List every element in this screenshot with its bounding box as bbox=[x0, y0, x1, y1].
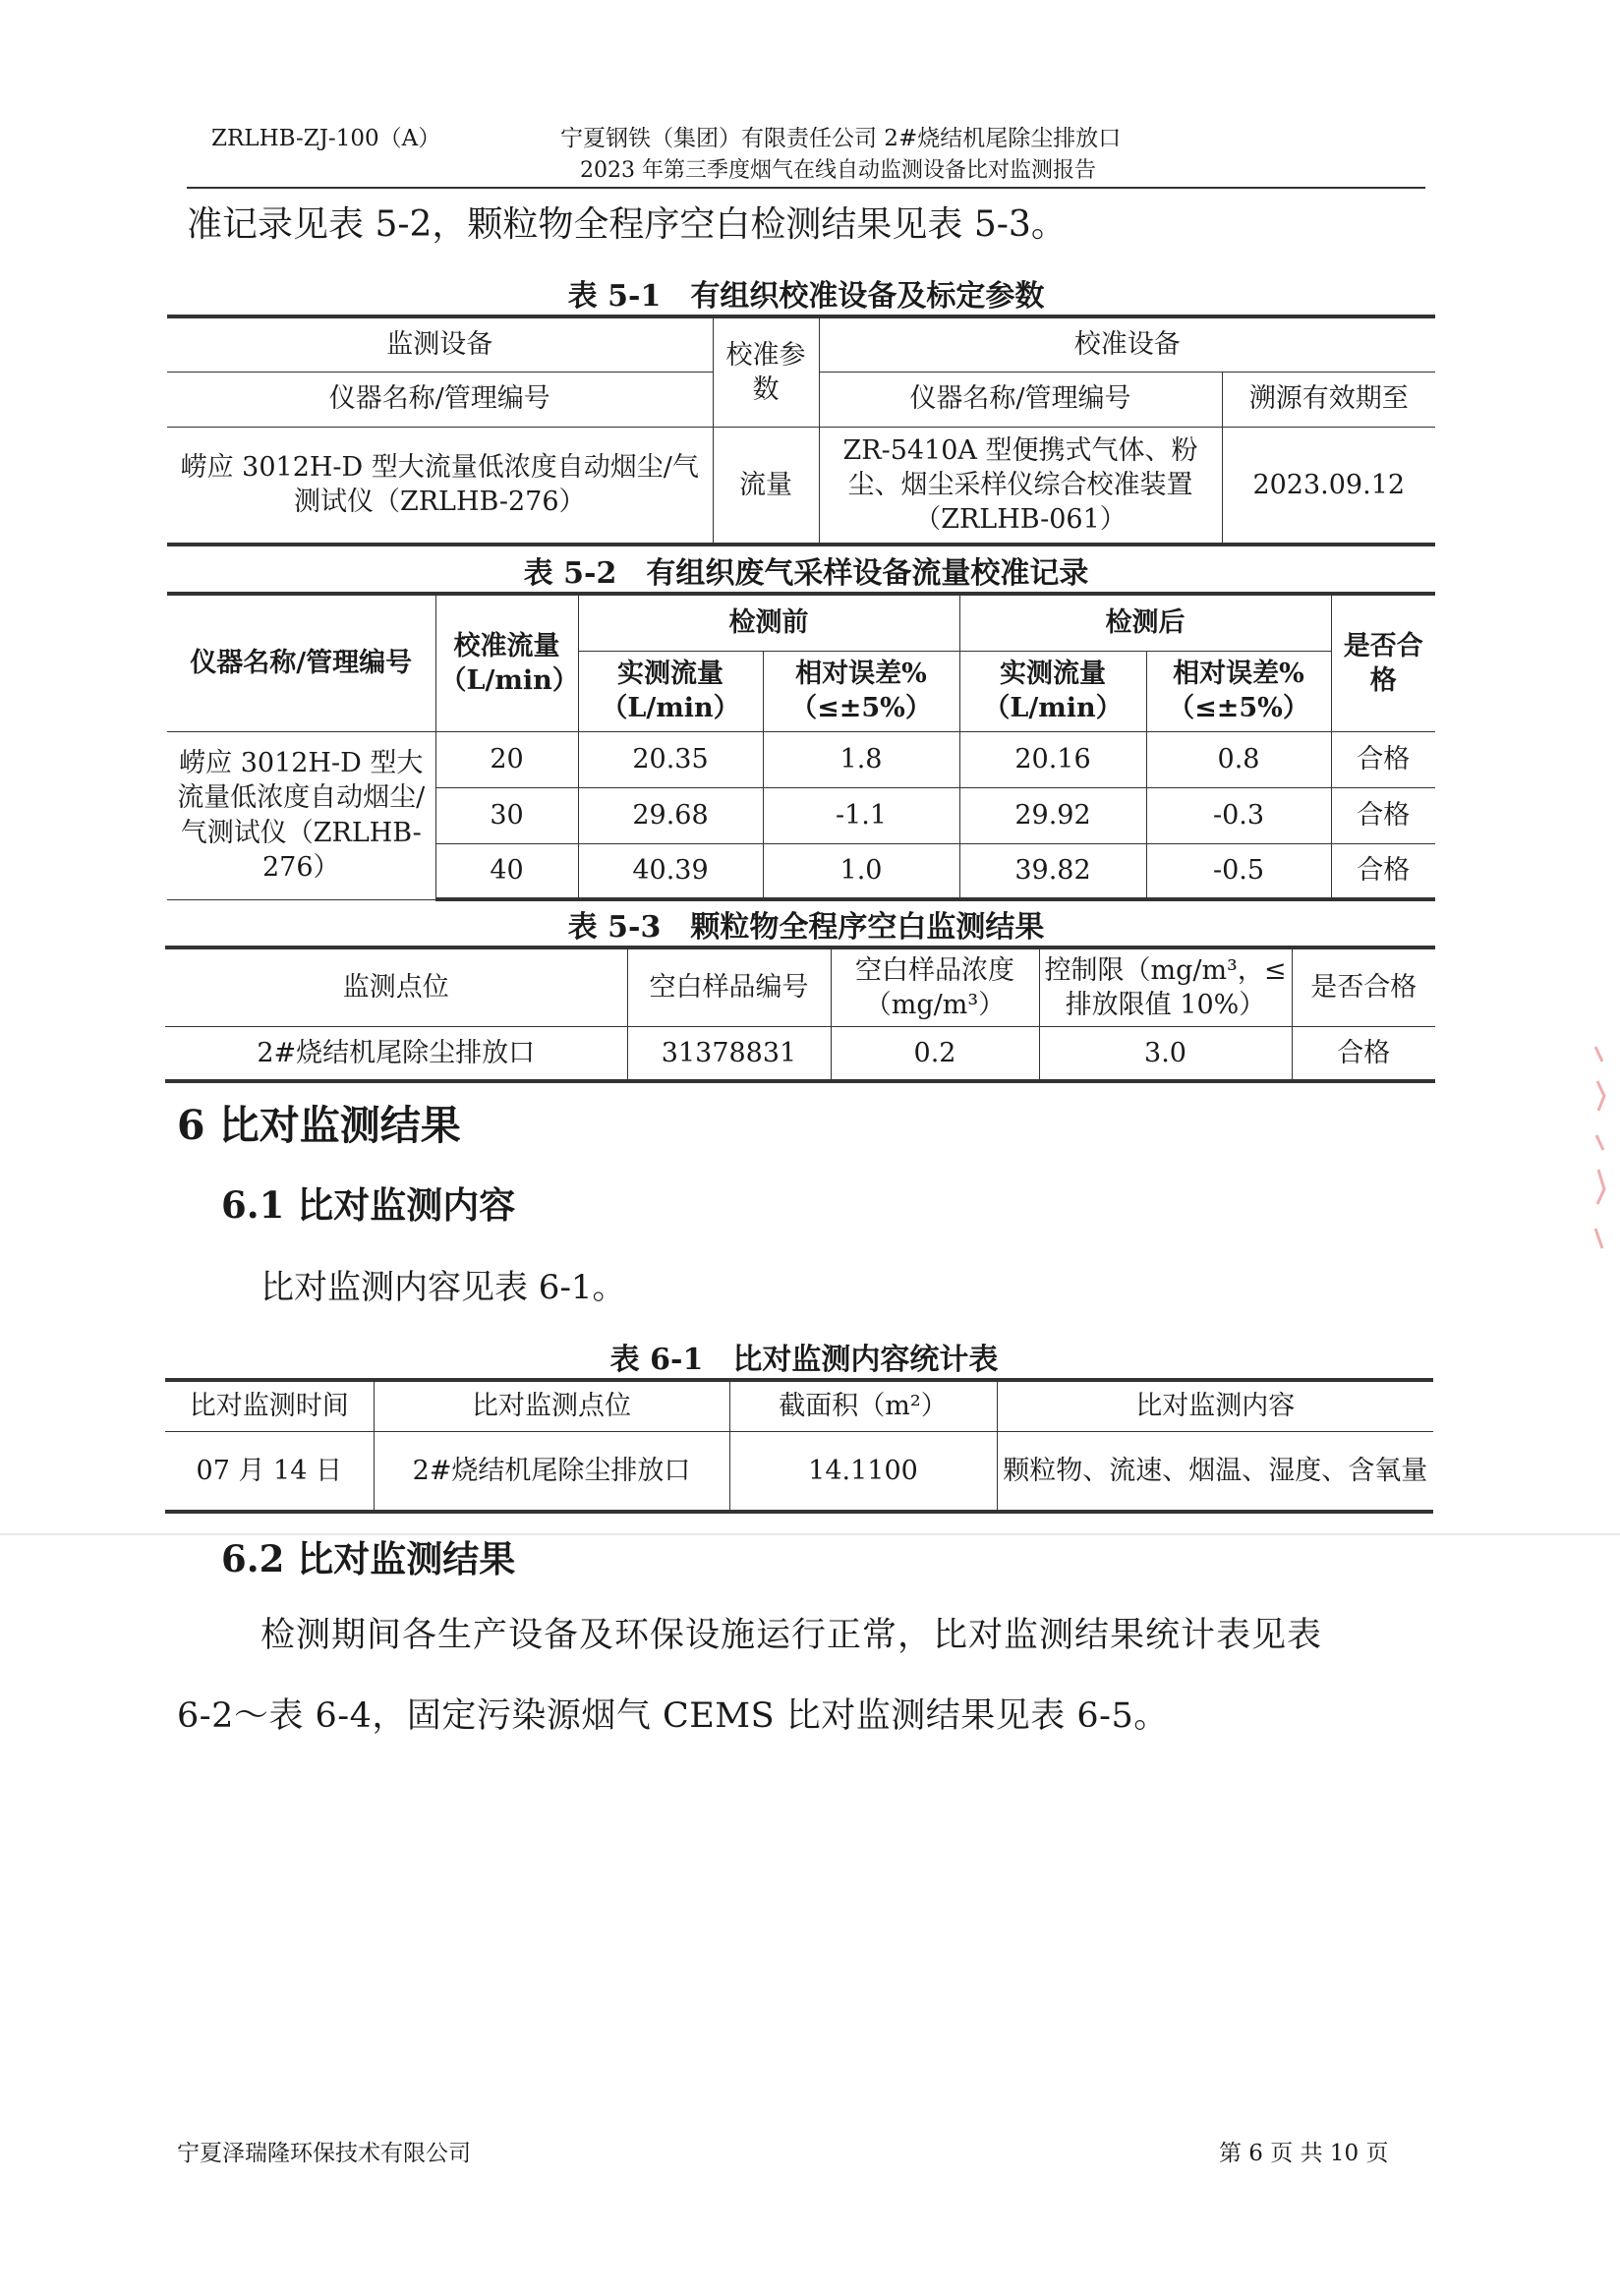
header-title-line1: 宁夏钢铁（集团）有限责任公司 2#烧结机尾除尘排放口 bbox=[560, 126, 1122, 151]
table-cell: -0.3 bbox=[1146, 787, 1331, 843]
t61-h-area: 截面积（m²） bbox=[729, 1380, 997, 1431]
section-6-2-text-line2: 6-2～表 6-4，固定污染源烟气 CEMS 比对监测结果见表 6-5。 bbox=[177, 1696, 1169, 1736]
table-cell: 合格 bbox=[1331, 787, 1435, 843]
t52-h-measured-flow: 实测流量（L/min） bbox=[578, 651, 763, 731]
t53-point: 2#烧结机尾除尘排放口 bbox=[165, 1026, 627, 1081]
section-6-title: 6 比对监测结果 bbox=[177, 1102, 461, 1149]
table-cell: 0.8 bbox=[1146, 731, 1331, 787]
t52-instrument: 崂应 3012H-D 型大流量低浓度自动烟尘/气测试仪（ZRLHB-276） bbox=[167, 731, 435, 899]
table-cell: 29.68 bbox=[578, 787, 763, 843]
footer-page-number: 第 6 页 共 10 页 bbox=[1219, 2141, 1389, 2166]
table-cell: 20 bbox=[435, 731, 578, 787]
t51-h-valid-until: 溯源有效期至 bbox=[1222, 372, 1435, 427]
table-cell: -1.1 bbox=[763, 787, 959, 843]
doc-code: ZRLHB-ZJ-100（A） bbox=[211, 126, 441, 151]
t52-h-rel-error: 相对误差%（≤±5%） bbox=[763, 651, 959, 731]
t52-h-before: 检测前 bbox=[578, 594, 959, 651]
t53-h-sample-no: 空白样品编号 bbox=[627, 947, 831, 1026]
t51-param: 流量 bbox=[713, 427, 819, 545]
t52-h-after: 检测后 bbox=[959, 594, 1331, 651]
t61-h-point: 比对监测点位 bbox=[374, 1380, 729, 1431]
t53-pass: 合格 bbox=[1292, 1026, 1435, 1081]
table-5-1-caption: 表 5-1 有组织校准设备及标定参数 bbox=[567, 279, 1045, 314]
t53-h-point: 监测点位 bbox=[165, 947, 627, 1026]
t52-h-rel-error-after: 相对误差%（≤±5%） bbox=[1146, 651, 1331, 731]
table-5-2 bbox=[167, 592, 1435, 901]
t53-sample-no: 31378831 bbox=[627, 1026, 831, 1081]
table-cell: 1.8 bbox=[763, 731, 959, 787]
t51-h-monitor-device: 监测设备 bbox=[167, 316, 713, 372]
t51-valid-until: 2023.09.12 bbox=[1222, 427, 1435, 545]
t53-conc: 0.2 bbox=[831, 1026, 1039, 1081]
table-cell: 20.35 bbox=[578, 731, 763, 787]
t53-h-pass: 是否合格 bbox=[1292, 947, 1435, 1026]
t52-h-instrument: 仪器名称/管理编号 bbox=[167, 594, 435, 731]
table-cell: 合格 bbox=[1331, 843, 1435, 899]
table-6-1-caption: 表 6-1 比对监测内容统计表 bbox=[609, 1343, 999, 1377]
table-cell: 20.16 bbox=[959, 731, 1146, 787]
t51-h-calib-device: 校准设备 bbox=[819, 316, 1435, 372]
table-cell: 40 bbox=[435, 843, 578, 899]
header-rule bbox=[187, 187, 1425, 189]
t61-content: 颗粒物、流速、烟温、湿度、含氧量 bbox=[997, 1431, 1433, 1512]
table-cell: 40.39 bbox=[578, 843, 763, 899]
t61-h-content: 比对监测内容 bbox=[997, 1380, 1433, 1431]
t61-h-time: 比对监测时间 bbox=[165, 1380, 374, 1431]
table-cell: 29.92 bbox=[959, 787, 1146, 843]
t53-h-limit: 控制限（mg/m³，≤排放限值 10%） bbox=[1039, 947, 1292, 1026]
section-6-1-text: 比对监测内容见表 6-1。 bbox=[260, 1268, 626, 1307]
t51-h-instrument-name: 仪器名称/管理编号 bbox=[167, 372, 713, 427]
table-5-3 bbox=[165, 946, 1435, 1083]
table-5-1 bbox=[167, 315, 1435, 546]
table-cell: 30 bbox=[435, 787, 578, 843]
t51-device: 崂应 3012H-D 型大流量低浓度自动烟尘/气测试仪（ZRLHB-276） bbox=[167, 427, 713, 545]
section-6-2-text-line1: 检测期间各生产设备及环保设施运行正常，比对监测结果统计表见表 bbox=[260, 1616, 1323, 1655]
seal-edge-mark bbox=[1592, 1042, 1606, 1258]
table-cell: 39.82 bbox=[959, 843, 1146, 899]
t53-limit: 3.0 bbox=[1039, 1026, 1292, 1081]
header-title-line2: 2023 年第三季度烟气在线自动监测设备比对监测报告 bbox=[580, 158, 1096, 183]
t52-h-calib-flow: 校准流量（L/min） bbox=[435, 594, 578, 731]
table-cell: 1.0 bbox=[763, 843, 959, 899]
table-cell: -0.5 bbox=[1146, 843, 1331, 899]
t61-area: 14.1100 bbox=[729, 1431, 997, 1512]
table-5-3-caption: 表 5-3 颗粒物全程序空白监测结果 bbox=[567, 910, 1045, 945]
t61-time: 07 月 14 日 bbox=[165, 1431, 374, 1512]
t52-h-measured-flow-after: 实测流量（L/min） bbox=[959, 651, 1146, 731]
table-6-1 bbox=[165, 1378, 1433, 1514]
t51-cal-device: ZR-5410A 型便携式气体、粉尘、烟尘采样仪综合校准装置（ZRLHB-061） bbox=[819, 427, 1222, 545]
section-6-2-title: 6.2 比对监测结果 bbox=[221, 1537, 516, 1580]
continuation-text: 准记录见表 5-2，颗粒物全程序空白检测结果见表 5-3。 bbox=[187, 204, 1067, 245]
footer-company: 宁夏泽瑞隆环保技术有限公司 bbox=[177, 2141, 471, 2166]
t61-point: 2#烧结机尾除尘排放口 bbox=[374, 1431, 729, 1512]
t52-h-pass: 是否合格 bbox=[1331, 594, 1435, 731]
t51-h-calib-param: 校准参数 bbox=[713, 316, 819, 427]
table-cell: 合格 bbox=[1331, 731, 1435, 787]
t53-h-conc: 空白样品浓度（mg/m³） bbox=[831, 947, 1039, 1026]
t51-h-cal-instrument-name: 仪器名称/管理编号 bbox=[819, 372, 1222, 427]
table-5-2-caption: 表 5-2 有组织废气采样设备流量校准记录 bbox=[523, 556, 1089, 591]
section-6-1-title: 6.1 比对监测内容 bbox=[221, 1183, 516, 1227]
